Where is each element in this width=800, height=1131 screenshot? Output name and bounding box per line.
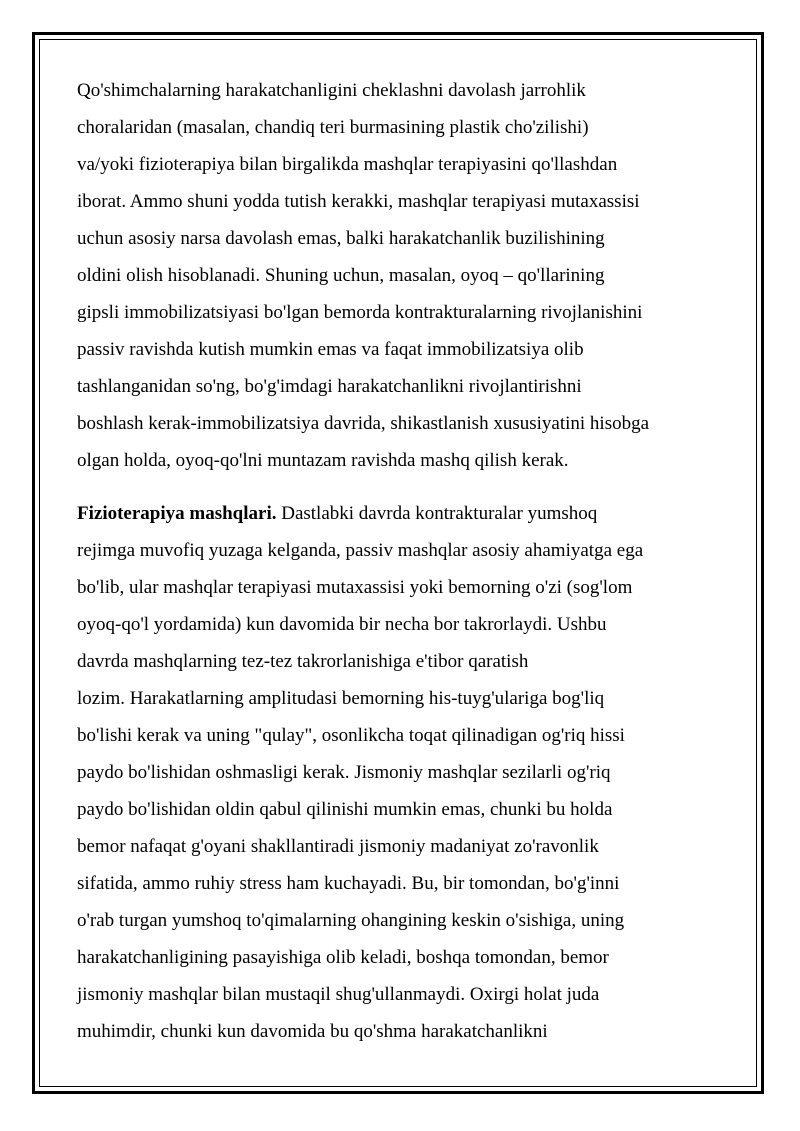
text-line: passiv ravishda kutish mumkin emas va faqat immobilizatsiya olib: [77, 339, 584, 360]
text-line: bemor nafaqat g'oyani shakllantiradi jismoniy madaniyat zo'ravonlik: [77, 836, 599, 857]
paragraph-2: [77, 495, 727, 1050]
text-line: bo'lib, ular mashqlar terapiyasi mutaxassisi yoki bemorning o'zi (sog'lom: [77, 577, 633, 598]
text-line: oldini olish hisoblanadi. Shuning uchun, masalan, oyoq – qo'llarining: [77, 265, 605, 286]
text-line: choralaridan (masalan, chandiq teri burmasining plastik cho'zilishi): [77, 117, 589, 138]
text-line: paydo bo'lishidan oshmasligi kerak. Jismoniy mashqlar sezilarli og'riq: [77, 762, 611, 783]
text-line: va/yoki fizioterapiya bilan birgalikda mashqlar terapiyasini qo'llashdan: [77, 154, 618, 175]
text-line: sifatida, ammo ruhiy stress ham kuchayadi. Bu, bir tomondan, bo'g'inni: [77, 873, 620, 894]
text-line: boshlash kerak-immobilizatsiya davrida, shikastlanish xususiyatini hisobga: [77, 413, 650, 434]
text-line: davrda mashqlarning tez-tez takrorlanishiga e'tibor qaratish: [77, 651, 529, 672]
text-line: Qo'shimchalarning harakatchanligini cheklashni davolash jarrohlik: [77, 80, 586, 101]
text-line: olgan holda, oyoq-qo'lni muntazam ravishda mashq qilish kerak.: [77, 450, 569, 471]
document-body: [77, 72, 727, 1050]
text-line: tashlanganidan so'ng, bo'g'imdagi harakatchanlikni rivojlantirishni: [77, 376, 582, 397]
text-line: gipsli immobilizatsiyasi bo'lgan bemorda kontrakturalarning rivojlanishini: [77, 302, 643, 323]
text-line-rest: Dastlabki davrda kontrakturalar yumshoq: [276, 503, 598, 524]
text-line: o'rab turgan yumshoq to'qimalarning ohangining keskin o'sishiga, uning: [77, 910, 625, 931]
text-line: lozim. Harakatlarning amplitudasi bemorning his-tuyg'ulariga bog'liq: [77, 688, 605, 709]
text-line: harakatchanligining pasayishiga olib keladi, boshqa tomondan, bemor: [77, 947, 609, 968]
text-line: bo'lishi kerak va uning "qulay", osonlikcha toqat qilinadigan og'riq hissi: [77, 725, 625, 746]
text-line: uchun asosiy narsa davolash emas, balki harakatchanlik buzilishining: [77, 228, 605, 249]
text-line: oyoq-qo'l yordamida) kun davomida bir necha bor takrorlaydi. Ushbu: [77, 614, 607, 635]
text-line: rejimga muvofiq yuzaga kelganda, passiv mashqlar asosiy ahamiyatga ega: [77, 540, 644, 561]
text-line: jismoniy mashqlar bilan mustaqil shug'ullanmaydi. Oxirgi holat juda: [77, 984, 600, 1005]
text-line: muhimdir, chunki kun davomida bu qo'shma harakatchanlikni: [77, 1021, 548, 1042]
text-line-with-heading: [77, 495, 727, 532]
text-line: paydo bo'lishidan oldin qabul qilinishi mumkin emas, chunki bu holda: [77, 799, 613, 820]
paragraph-1: [77, 72, 727, 479]
section-heading: Fizioterapiya mashqlari.: [77, 503, 277, 524]
text-line: iborat. Ammo shuni yodda tutish kerakki, mashqlar terapiyasi mutaxassisi: [77, 191, 640, 212]
